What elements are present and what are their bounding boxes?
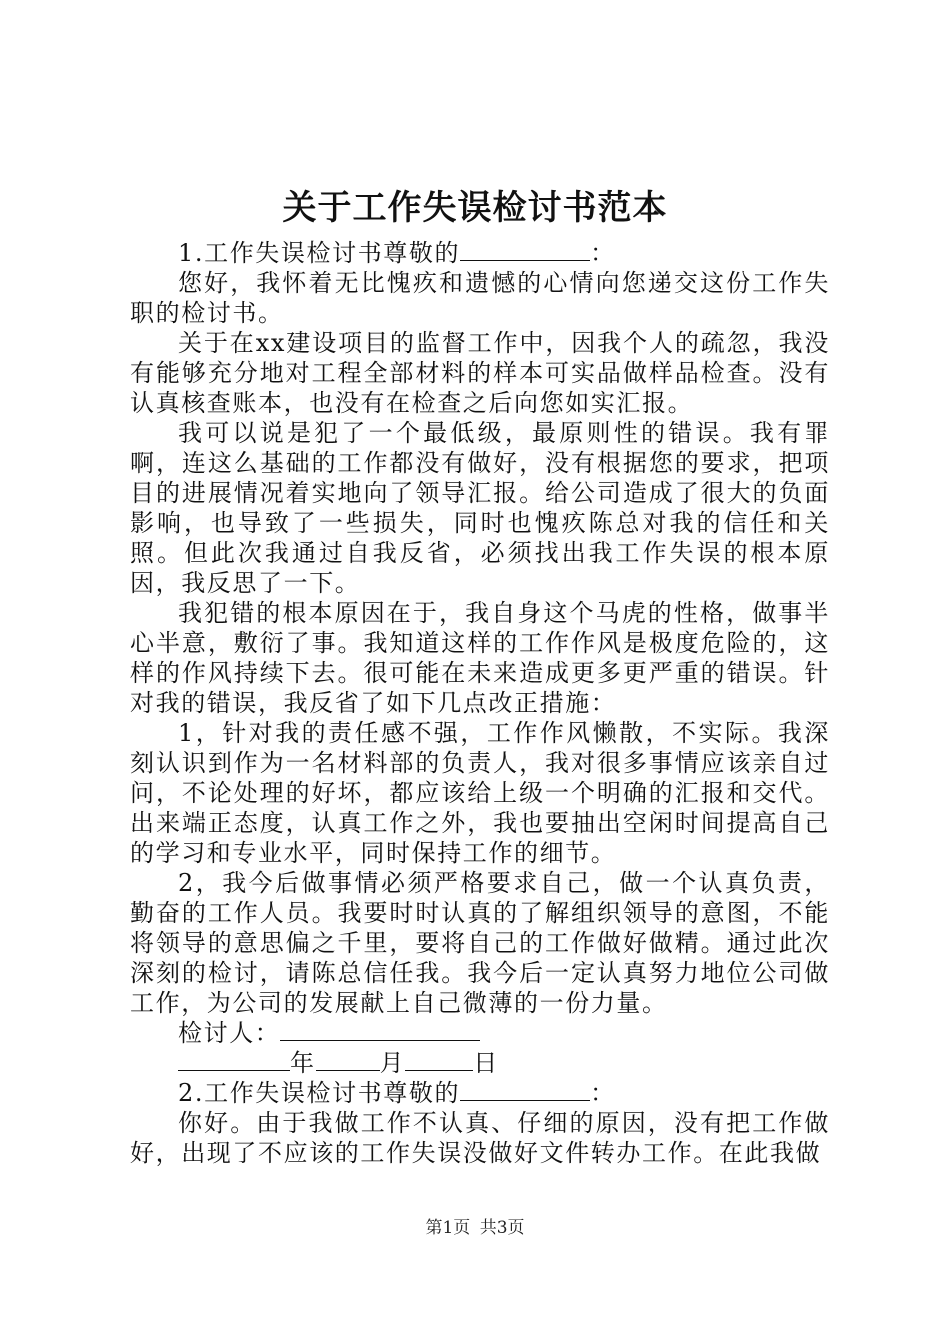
year-blank (178, 1048, 290, 1071)
paragraph: 2，我今后做事情必须严格要求自己，做一个认真负责，勤奋的工作人员。我要时时认真的了解组织领导的意图，不能将领导的意思偏之千里，要将自己的工作做好做精。通过此次深刻的检讨，请陈总信任我。我今后一定认真努力地位公司做工作，为公司的发展献上自己微薄的一份力量。 (130, 869, 830, 1017)
heading-colon: ： (590, 1079, 616, 1107)
section-heading (130, 238, 830, 268)
section-heading (130, 1078, 830, 1108)
year-label: 年 (290, 1049, 316, 1077)
paragraph: 1，针对我的责任感不强，工作作风懒散，不实际。我深刻认识到作为一名材料部的负责人，我对很多事情应该亲自过问，不论处理的好坏，都应该给上级一个明确的汇报和交代。出来端正态度，认真工作之外，我也要抽出空闲时间提高自己的学习和专业水平，同时保持工作的细节。 (130, 719, 830, 867)
paragraph: 关于在xx建设项目的监督工作中，因我个人的疏忽，我没有能够充分地对工程全部材料的样本可实品做样品检查。没有认真核查账本，也没有在检查之后向您如实汇报。 (130, 329, 830, 417)
paragraph: 我犯错的根本原因在于，我自身这个马虎的性格，做事半心半意，敷衍了事。我知道这样的工作作风是极度危险的，这样的作风持续下去。很可能在未来造成更多更严重的错误。针对我的错误，我反省了如下几点改正措施： (130, 599, 830, 717)
document-title: 关于工作失误检讨书范本 (282, 188, 668, 228)
document-body (130, 238, 830, 1168)
heading-colon: ： (590, 239, 616, 267)
paragraph: 您好，我怀着无比愧疚和遗憾的心情向您递交这份工作失职的检讨书。 (130, 269, 830, 327)
paragraph: 你好。由于我做工作不认真、仔细的原因，没有把工作做好，出现了不应该的工作失误没做好文件转办工作。在此我做 (130, 1109, 830, 1167)
month-label: 月 (379, 1049, 406, 1077)
day-label: 日 (473, 1049, 499, 1077)
page-total: 共3页 (479, 1218, 525, 1238)
page-number: 第1页 (425, 1218, 471, 1238)
signer-blank (280, 1018, 480, 1041)
signer-label: 检讨人： (178, 1019, 281, 1047)
heading-text: 1.工作失误检讨书尊敬的 (178, 239, 461, 267)
recipient-blank (460, 1078, 590, 1101)
date-line (130, 1048, 830, 1078)
heading-text: 2.工作失误检讨书尊敬的 (178, 1079, 461, 1107)
month-blank (316, 1048, 380, 1071)
signer-line (130, 1018, 830, 1048)
day-blank (405, 1048, 473, 1071)
recipient-blank (460, 238, 590, 261)
page-footer (0, 1213, 950, 1238)
paragraph: 我可以说是犯了一个最低级，最原则性的错误。我有罪啊，连这么基础的工作都没有做好，没有根据您的要求，把项目的进展情况着实地向了领导汇报。给公司造成了很大的负面影响，也导致了一些损失，同时也愧疚陈总对我的信任和关照。但此次我通过自我反省，必须找出我工作失误的根本原因，我反思了一下。 (130, 419, 830, 597)
